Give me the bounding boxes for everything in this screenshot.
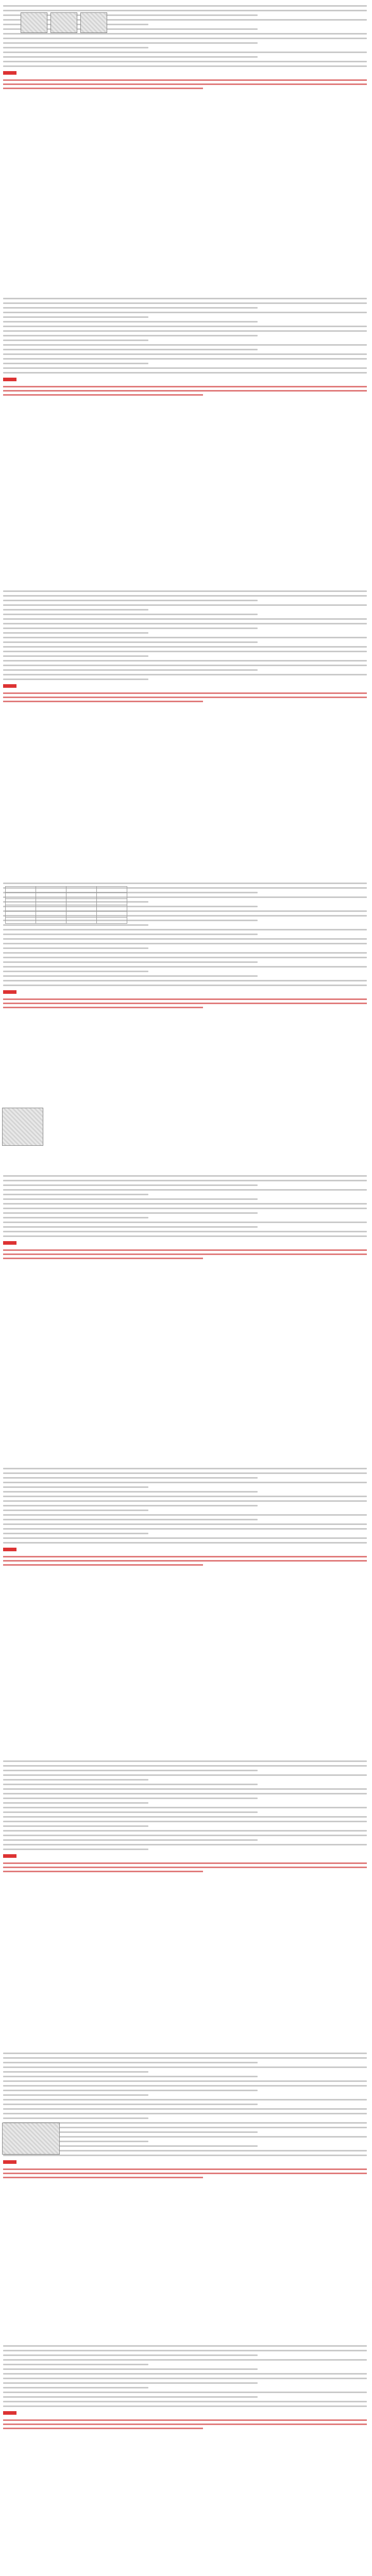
text-line <box>3 2066 367 2068</box>
text-line <box>3 1203 367 1205</box>
analysis-line <box>3 1862 367 1864</box>
table-row <box>6 887 127 893</box>
text-line <box>3 1835 367 1836</box>
analysis-line <box>3 697 367 698</box>
text-line <box>3 353 367 355</box>
analysis-line <box>3 1258 203 1259</box>
table-cell <box>97 899 127 905</box>
table-cell <box>6 887 36 893</box>
table-cell <box>6 905 36 911</box>
analysis-line <box>3 1253 367 1255</box>
text-line <box>3 971 148 972</box>
analysis-line <box>3 2177 203 2178</box>
table-row <box>6 893 127 899</box>
text-line <box>3 1825 148 1827</box>
text-line <box>3 2155 367 2156</box>
text-line <box>3 1821 367 1822</box>
text-line <box>3 298 367 299</box>
text-line <box>3 1198 258 1200</box>
text-line <box>3 1212 258 1214</box>
text-line <box>3 637 367 638</box>
table-cell <box>6 899 36 905</box>
text-line <box>3 1839 258 1841</box>
text-line <box>3 938 367 940</box>
illustration-image <box>2 2123 60 2155</box>
text-line <box>3 1500 367 1502</box>
text-line <box>3 595 367 597</box>
table-cell <box>66 899 97 905</box>
text-line <box>3 1235 367 1237</box>
text-line <box>3 2117 148 2119</box>
text-line <box>3 623 367 624</box>
text-line <box>3 2382 258 2384</box>
text-line <box>3 2373 367 2375</box>
text-line <box>3 1486 148 1488</box>
table-cell <box>36 887 66 893</box>
text-line <box>3 980 367 981</box>
analysis-line <box>3 1560 367 1562</box>
text-line <box>3 924 148 926</box>
text-line <box>3 2345 367 2347</box>
table-cell <box>6 893 36 899</box>
text-line <box>3 349 258 350</box>
analysis-line <box>3 386 367 387</box>
text-line <box>3 1505 258 1506</box>
text-line <box>3 2094 148 2096</box>
text-line <box>3 2053 367 2054</box>
analysis-line <box>3 390 367 392</box>
answer-label-badge <box>3 2411 16 2415</box>
analysis-line <box>3 83 367 85</box>
text-line <box>3 2350 367 2351</box>
analysis-line <box>3 692 367 694</box>
table-cell <box>97 887 127 893</box>
text-line <box>3 660 367 662</box>
text-line <box>3 1765 367 1767</box>
text-line <box>3 2396 258 2398</box>
text-line <box>3 604 367 606</box>
text-line <box>3 1788 367 1790</box>
question-block <box>3 2049 367 2178</box>
text-line <box>3 1184 258 1186</box>
text-line <box>3 1468 367 1469</box>
text-line <box>3 372 367 374</box>
text-line <box>3 52 367 53</box>
text-line <box>3 1519 258 1520</box>
text-line <box>3 674 367 675</box>
text-line <box>3 65 367 67</box>
text-line <box>3 1528 367 1530</box>
text-line <box>3 1194 148 1195</box>
illustration-image <box>2 1108 43 1146</box>
text-line <box>3 2354 258 2356</box>
text-line <box>3 2378 367 2379</box>
text-line <box>3 2359 367 2361</box>
text-line <box>3 632 148 634</box>
text-line <box>3 614 258 615</box>
question-block <box>3 1757 367 1872</box>
text-line <box>3 609 148 611</box>
text-line <box>3 934 258 935</box>
text-line <box>3 1811 258 1813</box>
text-line <box>3 1189 367 1191</box>
text-line <box>3 952 367 954</box>
text-line <box>3 2392 367 2393</box>
text-line <box>3 321 258 323</box>
table-cell <box>36 905 66 911</box>
text-line <box>3 655 148 657</box>
text-line <box>3 618 367 620</box>
text-line <box>3 985 367 986</box>
text-line <box>3 1830 367 1832</box>
table-cell <box>36 918 66 924</box>
text-line <box>3 2076 258 2077</box>
data-table <box>5 886 127 924</box>
text-line <box>3 10 367 11</box>
analysis-line <box>3 2424 367 2425</box>
table-cell <box>66 887 97 893</box>
text-line <box>3 2099 367 2100</box>
text-line <box>3 2080 367 2082</box>
analysis-line <box>3 1556 367 1557</box>
text-line <box>3 1537 367 1539</box>
text-line <box>3 335 258 336</box>
table-cell <box>6 911 36 918</box>
text-line <box>3 665 367 666</box>
table-cell <box>66 905 97 911</box>
text-line <box>3 326 367 327</box>
text-line <box>3 1793 367 1794</box>
analysis-line <box>3 1007 203 1008</box>
table-cell <box>97 911 127 918</box>
analysis-line <box>3 394 203 396</box>
question-block <box>3 1465 367 1566</box>
table-cell <box>66 893 97 899</box>
text-line <box>3 2387 148 2388</box>
table-row <box>6 905 127 911</box>
text-line <box>3 669 258 671</box>
text-line <box>3 679 148 680</box>
text-line <box>3 2368 258 2370</box>
text-line <box>3 651 367 652</box>
illustration-image <box>80 12 107 33</box>
text-line <box>3 957 367 958</box>
text-line <box>3 1510 148 1511</box>
analysis-line <box>3 88 203 89</box>
analysis-line <box>3 1564 203 1566</box>
text-line <box>3 2108 367 2110</box>
text-line <box>3 1774 367 1776</box>
text-line <box>3 2113 367 2114</box>
text-line <box>3 363 148 364</box>
analysis-line <box>3 79 367 81</box>
text-line <box>3 1491 258 1493</box>
text-line <box>3 1779 148 1781</box>
question-block <box>3 587 367 702</box>
text-line <box>3 1477 258 1479</box>
table-cell <box>6 918 36 924</box>
text-line <box>3 33 367 35</box>
text-line <box>3 943 367 944</box>
text-line <box>3 590 367 592</box>
text-line <box>3 340 148 341</box>
text-line <box>3 1175 367 1177</box>
text-line <box>3 56 258 58</box>
text-line <box>3 2405 367 2407</box>
table-cell <box>97 918 127 924</box>
text-line <box>3 1482 367 1483</box>
table-cell <box>36 911 66 918</box>
table-cell <box>36 893 66 899</box>
text-line <box>3 1231 367 1232</box>
text-line <box>3 2364 148 2365</box>
table-cell <box>66 918 97 924</box>
table-cell <box>97 905 127 911</box>
text-line <box>3 1849 148 1850</box>
text-line <box>3 1533 148 1534</box>
text-line <box>3 2062 258 2063</box>
text-line <box>3 2104 258 2105</box>
analysis-line <box>3 2419 367 2421</box>
text-line <box>3 1542 367 1544</box>
text-line <box>3 1760 367 1762</box>
text-line <box>3 2085 367 2087</box>
text-line <box>3 42 258 44</box>
text-line <box>3 947 148 949</box>
table-row <box>6 918 127 924</box>
text-line <box>3 1523 367 1525</box>
text-line <box>3 61 367 62</box>
text-line <box>3 1472 367 1474</box>
text-line <box>3 367 367 369</box>
text-line <box>3 1514 367 1516</box>
text-line <box>3 1208 367 1209</box>
analysis-line <box>3 1249 367 1251</box>
text-line <box>3 1798 258 1799</box>
text-line <box>3 961 258 963</box>
question-block <box>3 2342 367 2429</box>
answer-label-badge <box>3 990 16 994</box>
text-line <box>3 2071 148 2073</box>
text-line <box>3 2090 258 2091</box>
analysis-line <box>3 1871 203 1872</box>
text-line <box>3 1180 367 1181</box>
answer-label-badge <box>3 378 16 381</box>
table-row <box>6 911 127 918</box>
answer-label-badge <box>3 1241 16 1245</box>
text-line <box>3 38 367 39</box>
text-line <box>3 330 367 332</box>
text-line <box>3 316 148 318</box>
text-line <box>3 600 258 601</box>
text-line <box>3 2401 367 2402</box>
answer-label-badge <box>3 1548 16 1551</box>
question-block <box>3 1172 367 1259</box>
text-line <box>3 1816 367 1818</box>
text-line <box>3 302 367 304</box>
analysis-line <box>3 2168 367 2170</box>
table-cell <box>97 893 127 899</box>
text-line <box>3 628 258 629</box>
answer-label-badge <box>3 1854 16 1858</box>
text-line <box>3 1844 367 1845</box>
text-line <box>3 646 367 648</box>
analysis-line <box>3 1867 367 1868</box>
table-row <box>6 899 127 905</box>
analysis-line <box>3 2173 367 2174</box>
text-line <box>3 929 367 930</box>
text-line <box>3 47 148 48</box>
illustration-image <box>21 12 47 33</box>
table-cell <box>36 899 66 905</box>
analysis-line <box>3 998 367 1000</box>
text-line <box>3 312 367 313</box>
text-line <box>3 975 258 977</box>
question-block <box>3 295 367 396</box>
text-line <box>3 1217 148 1218</box>
text-line <box>3 1802 148 1804</box>
text-line <box>3 307 258 309</box>
text-line <box>3 1496 367 1497</box>
answer-label-badge <box>3 71 16 75</box>
text-line <box>3 1807 367 1808</box>
answer-label-badge <box>3 684 16 688</box>
analysis-line <box>3 2428 203 2429</box>
text-line <box>3 883 367 884</box>
illustration-image <box>50 12 77 33</box>
analysis-line <box>3 701 203 702</box>
text-line <box>3 344 367 346</box>
text-line <box>3 2057 367 2059</box>
text-line <box>3 966 367 968</box>
answer-label-badge <box>3 2160 16 2164</box>
text-line <box>3 5 367 7</box>
text-line <box>3 1784 258 1785</box>
analysis-line <box>3 1003 367 1004</box>
text-line <box>3 358 367 360</box>
table-cell <box>66 911 97 918</box>
text-line <box>3 641 258 643</box>
text-line <box>3 1770 258 1771</box>
text-line <box>3 1226 258 1228</box>
text-line <box>3 1222 367 1223</box>
